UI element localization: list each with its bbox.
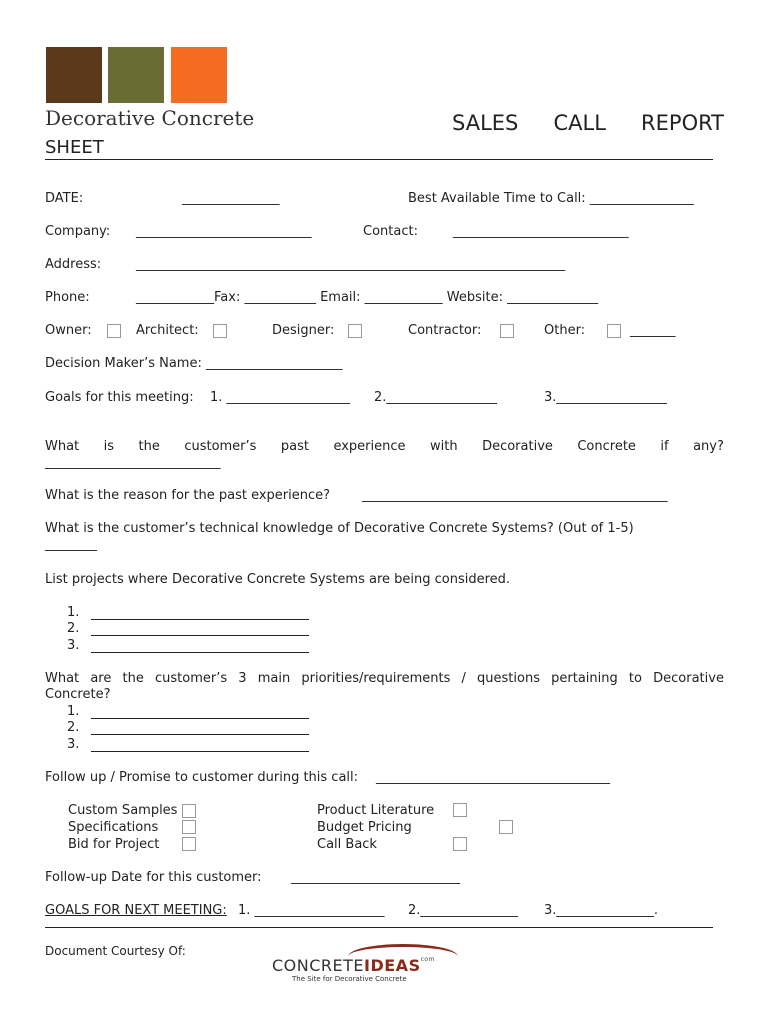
- bid-for-project-label: Bid for Project: [68, 837, 160, 852]
- priorities-word: are: [90, 671, 112, 686]
- date-label: DATE:: [45, 191, 84, 206]
- followup-date-label: Follow-up Date for this customer:: [45, 870, 262, 885]
- experience-word: Decorative: [482, 439, 553, 454]
- title-word-call: CALL: [553, 111, 606, 135]
- next-goal-1-field[interactable]: 1. ____________________: [238, 903, 385, 918]
- logo-text-com: com: [420, 956, 435, 963]
- priorities-word: the: [122, 671, 144, 686]
- product-literature-checkbox[interactable]: [453, 803, 467, 817]
- goal-1-field[interactable]: 1. ___________________: [210, 390, 351, 405]
- address-field[interactable]: __________________________________________________________________: [136, 257, 565, 272]
- experience-word: What: [45, 439, 80, 454]
- logo-square-olive: [108, 47, 164, 103]
- brand-name: Decorative Concrete: [45, 106, 255, 130]
- specifications-checkbox[interactable]: [182, 820, 196, 834]
- experience-word: the: [138, 439, 160, 454]
- other-checkbox[interactable]: [607, 324, 621, 338]
- knowledge-field[interactable]: ________: [45, 537, 97, 552]
- experience-word: with: [430, 439, 458, 454]
- priorities-word: pertaining: [551, 671, 618, 686]
- owner-label: Owner:: [45, 323, 92, 338]
- phone-fax-email-website-fields[interactable]: ____________Fax: ___________ Email: ____________ Website: ______________: [136, 290, 599, 305]
- logo-tagline: The Site for Decorative Concrete: [292, 975, 407, 983]
- other-field[interactable]: _______: [630, 323, 676, 338]
- designer-label: Designer:: [272, 323, 335, 338]
- designer-checkbox[interactable]: [348, 324, 362, 338]
- priorities-question-cont: Concrete?: [45, 687, 111, 702]
- footer-rule: [45, 927, 713, 928]
- reason-question: What is the reason for the past experience?: [45, 488, 331, 503]
- priorities-word: Decorative: [653, 671, 724, 686]
- budget-pricing-label: Budget Pricing: [317, 820, 412, 835]
- reason-field[interactable]: _______________________________________________: [362, 488, 668, 503]
- call-back-checkbox[interactable]: [453, 837, 467, 851]
- logo-square-orange: [171, 47, 227, 103]
- promise-label: Follow up / Promise to customer during this call:: [45, 770, 359, 785]
- phone-label: Phone:: [45, 290, 90, 305]
- title-sheet: SHEET: [45, 137, 104, 158]
- best-time-field[interactable]: Best Available Time to Call: ________________: [408, 191, 694, 206]
- priorities-word: customer’s: [155, 671, 228, 686]
- concreteideas-logo: [270, 942, 460, 986]
- experience-word: experience: [333, 439, 406, 454]
- custom-samples-checkbox[interactable]: [182, 804, 196, 818]
- experience-field[interactable]: ___________________________: [45, 455, 221, 470]
- owner-checkbox[interactable]: [107, 324, 121, 338]
- priorities-line-3[interactable]: [91, 751, 309, 752]
- contact-field[interactable]: ___________________________: [453, 224, 629, 239]
- projects-number-2: 2.: [67, 621, 80, 636]
- priorities-word: questions: [477, 671, 540, 686]
- priorities-word: to: [628, 671, 642, 686]
- architect-label: Architect:: [136, 323, 199, 338]
- experience-question: [45, 439, 724, 454]
- goal-3-field[interactable]: 3._________________: [544, 390, 667, 405]
- specifications-label: Specifications: [68, 820, 159, 835]
- priorities-number-3: 3.: [67, 737, 80, 752]
- experience-word: is: [103, 439, 115, 454]
- architect-checkbox[interactable]: [213, 324, 227, 338]
- priorities-word: main: [257, 671, 291, 686]
- promise-field[interactable]: ____________________________________: [376, 770, 610, 785]
- product-literature-label: Product Literature: [317, 803, 435, 818]
- priorities-line-1[interactable]: [91, 718, 309, 719]
- courtesy-label: Document Courtesy Of:: [45, 944, 186, 958]
- priorities-word: priorities/requirements: [301, 671, 451, 686]
- contact-label: Contact:: [363, 224, 418, 239]
- contractor-checkbox[interactable]: [500, 324, 514, 338]
- projects-line-3[interactable]: [91, 652, 309, 653]
- priorities-number-1: 1.: [67, 704, 80, 719]
- date-field[interactable]: _______________: [182, 191, 280, 206]
- projects-number-3: 3.: [67, 638, 80, 653]
- page-title: [452, 111, 724, 135]
- next-meeting-label: GOALS FOR NEXT MEETING:: [45, 903, 227, 918]
- header-rule: [45, 159, 713, 160]
- logo-text-ideas: IDEAS: [364, 956, 421, 975]
- priorities-number-2: 2.: [67, 720, 80, 735]
- projects-line-2[interactable]: [91, 635, 309, 636]
- projects-line-1[interactable]: [91, 619, 309, 620]
- experience-word: any?: [693, 439, 724, 454]
- next-goal-2-field[interactable]: 2._______________: [408, 903, 518, 918]
- priorities-word: /: [461, 671, 466, 686]
- experience-word: Concrete: [577, 439, 636, 454]
- company-field[interactable]: ___________________________: [136, 224, 312, 239]
- title-word-sales: SALES: [452, 111, 519, 135]
- priorities-question: [45, 671, 724, 686]
- next-goal-3-field[interactable]: 3._______________.: [544, 903, 659, 918]
- goals-label: Goals for this meeting:: [45, 390, 194, 405]
- logo-text-concrete: CONCRETE: [272, 956, 365, 975]
- contractor-label: Contractor:: [408, 323, 482, 338]
- bid-for-project-checkbox[interactable]: [182, 837, 196, 851]
- company-label: Company:: [45, 224, 111, 239]
- priorities-word: What: [45, 671, 80, 686]
- knowledge-question: What is the customer’s technical knowledge of Decorative Concrete Systems? (Out of 1-5): [45, 521, 634, 536]
- custom-samples-label: Custom Samples: [68, 803, 178, 818]
- address-label: Address:: [45, 257, 102, 272]
- experience-word: past: [280, 439, 309, 454]
- projects-number-1: 1.: [67, 605, 80, 620]
- priorities-word: 3: [238, 671, 247, 686]
- projects-question: List projects where Decorative Concrete Systems are being considered.: [45, 572, 511, 587]
- budget-pricing-checkbox[interactable]: [499, 820, 513, 834]
- priorities-line-2[interactable]: [91, 734, 309, 735]
- goal-2-field[interactable]: 2._________________: [374, 390, 497, 405]
- experience-word: if: [660, 439, 669, 454]
- other-label: Other:: [544, 323, 586, 338]
- decision-maker-field[interactable]: Decision Maker’s Name: _____________________: [45, 356, 343, 371]
- logo-wordmark: [272, 956, 435, 975]
- logo-square-brown: [46, 47, 102, 103]
- title-word-report: REPORT: [641, 111, 724, 135]
- experience-word: customer’s: [184, 439, 257, 454]
- followup-date-field[interactable]: __________________________: [291, 870, 460, 885]
- call-back-label: Call Back: [317, 837, 377, 852]
